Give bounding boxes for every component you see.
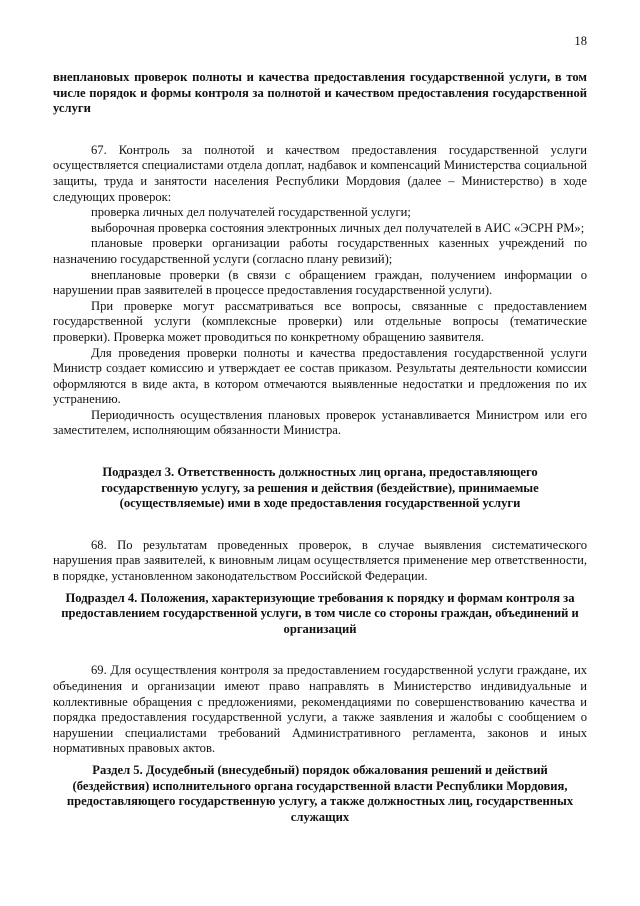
paragraph-commission: Для проведения проверки полноты и качества предоставления государственной услуги Министр создает комиссию и утверждает ее состав приказом. Результаты деятельности комиссии оформляются в виде акта, в котором отмечаются выявленные недостатки и предложения по их устранению. [53, 345, 587, 407]
paragraph-69: 69. Для осуществления контроля за предоставлением государственной услуги граждане, их объединения и организации имеют право направлять в Министерство индивидуальные и коллективные обращения с предложениями, рекомендациями по совершенствованию качества и порядка предоставления государственной услуги, а также заявления и жалобы с сообщением о нарушении специалистами требований Административного регламента, законов и иных нормативных правовых актов. [53, 663, 587, 756]
page-number: 18 [574, 34, 587, 48]
paragraph-67: 67. Контроль за полнотой и качеством предоставления государственной услуги осуществляется специалистами отдела доплат, надбавок и компенсаций Министерства социальной защиты, труда и занятости населения Республики Мордовия (далее – Министерство) в ходе следующих проверок: [53, 142, 587, 204]
list-item-planned-checks: плановые проверки организации работы государственных казенных учреждений по назначению государственной услуги (согласно плану ревизий); [53, 236, 587, 266]
paragraph-check-scope: При проверке могут рассматриваться все вопросы, связанные с предоставлением государственной услуги (комплексные проверки) или отдельные вопросы (тематические проверки). Проверка может проводиться по конкретному обращению заявителя. [53, 298, 587, 344]
subsection-3-heading: Подраздел 3. Ответственность должностных лиц органа, предоставляющего государственную услугу, за решения и действия (бездействие), принимаемые (осуществляемые) ими в ходе предоставления государственной услуги [101, 465, 539, 511]
subsection-4-heading: Подраздел 4. Положения, характеризующие требования к порядку и формам контроля за предоставлением государственной услуги, в том числе со стороны граждан, объединений и организаций [61, 590, 579, 636]
paragraph-68: 68. По результатам проведенных проверок, в случае выявления систематического нарушения прав заявителей, к виновным лицам осуществляется применение мер ответственности, в порядке, установленном законодательством Российской Федерации. [53, 537, 587, 584]
list-item-personal-files: проверка личных дел получателей государственной услуги; [91, 205, 411, 220]
intro-heading: внеплановых проверок полноты и качества предоставления государственной услуги, в том числе порядок и формы контроля за полнотой и качеством предоставления государственной услуги [53, 70, 587, 116]
list-item-electronic-files: выборочная проверка состояния электронных личных дел получателей в АИС «ЭСРН РМ»; [91, 220, 585, 235]
section-5-heading: Раздел 5. Досудебный (внесудебный) порядок обжалования решений и действий (бездействия) исполнительного органа государственной власти Республики Мордовия, предоставляющего государственную услугу, а также должностных лиц, государственных служащих [66, 762, 574, 824]
paragraph-periodicity: Периодичность осуществления плановых проверок устанавливается Министром или его заместителем, исполняющим обязанности Министра. [53, 407, 587, 438]
list-item-unplanned-checks: внеплановые проверки (в связи с обращением граждан, получением информации о нарушении прав заявителей в процессе предоставления государственной услуги). [53, 267, 587, 298]
